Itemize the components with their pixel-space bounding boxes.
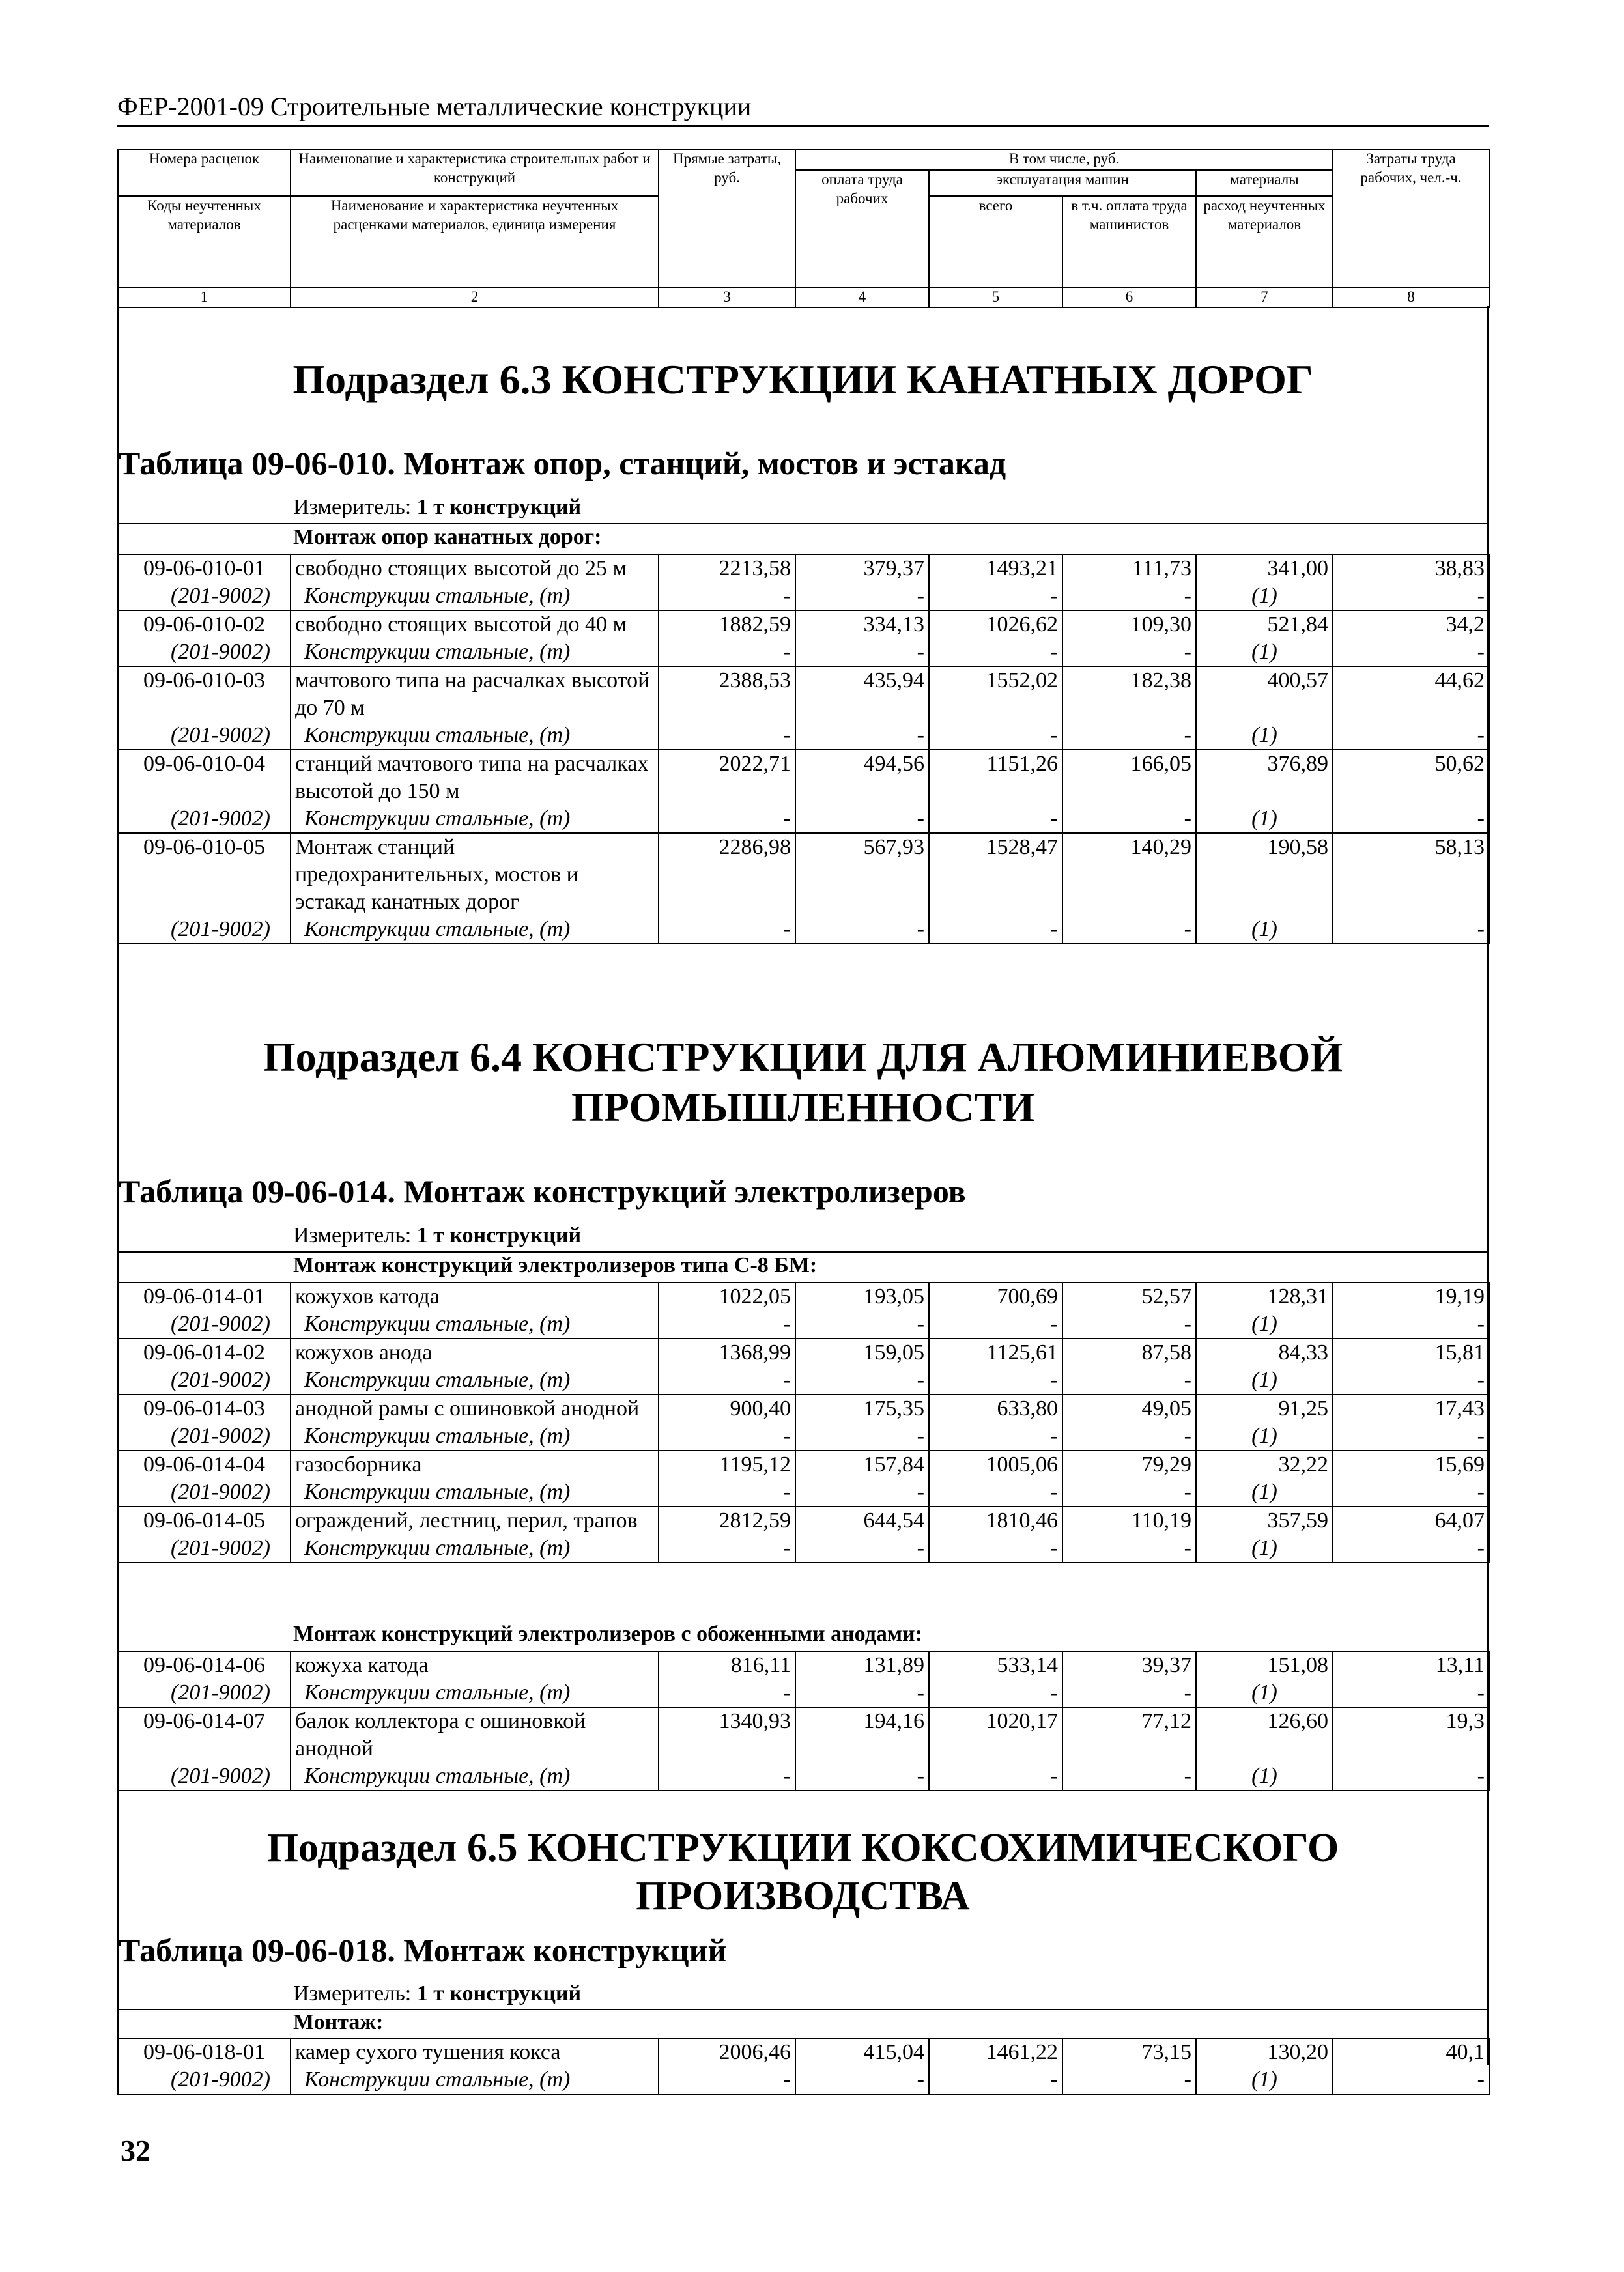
machinist-wage: 77,12 bbox=[1062, 1707, 1196, 1763]
materials-cost: 341,00 bbox=[1196, 554, 1333, 582]
header-in-that: В том числе, руб. bbox=[795, 149, 1333, 170]
material-name: Конструкции стальные, (т) bbox=[291, 1763, 659, 1791]
rate-row bbox=[118, 610, 1489, 638]
machinist-wage: 182,38 bbox=[1062, 666, 1196, 722]
dash-cell: - bbox=[1062, 1763, 1196, 1791]
direct-cost: 2286,98 bbox=[659, 833, 795, 916]
machines-total: 1020,17 bbox=[929, 1707, 1062, 1763]
labor-hours: 58,13 bbox=[1333, 833, 1489, 916]
meter-label: Измеритель: bbox=[293, 495, 417, 519]
dash-cell: - bbox=[1333, 805, 1489, 833]
dash-cell: - bbox=[659, 1535, 795, 1563]
dash-cell: - bbox=[929, 1763, 1062, 1791]
page-number: 32 bbox=[121, 2134, 150, 2167]
dash-cell: - bbox=[1333, 1479, 1489, 1507]
rate-name: станций мачтового типа на расчалках высотой до 150 м bbox=[291, 750, 659, 805]
section-title: Подраздел 6.4 КОНСТРУКЦИИ ДЛЯ АЛЮМИНИЕВОЙ ПРОМЫШЛЕННОСТИ bbox=[263, 1034, 1343, 1130]
materials-cost: 126,60 bbox=[1196, 1707, 1333, 1763]
material-name: Конструкции стальные, (т) bbox=[291, 1423, 659, 1451]
material-quantity: (1) bbox=[1196, 722, 1333, 750]
dash-cell: - bbox=[1062, 1423, 1196, 1451]
meter-line bbox=[293, 495, 581, 520]
dash-cell: - bbox=[929, 582, 1062, 610]
material-row bbox=[118, 1423, 1489, 1451]
material-row bbox=[118, 1311, 1489, 1339]
material-code: (201-9002) bbox=[118, 1311, 291, 1339]
worker-wage: 334,13 bbox=[795, 610, 929, 638]
direct-cost: 2006,46 bbox=[659, 2038, 795, 2066]
dash-cell: - bbox=[1062, 638, 1196, 666]
dash-cell: - bbox=[795, 638, 929, 666]
material-quantity: (1) bbox=[1196, 1679, 1333, 1707]
dash-cell: - bbox=[659, 805, 795, 833]
machines-total: 700,69 bbox=[929, 1283, 1062, 1311]
worker-wage: 494,56 bbox=[795, 750, 929, 805]
materials-cost: 32,22 bbox=[1196, 1451, 1333, 1479]
rate-row bbox=[118, 1339, 1489, 1367]
material-quantity: (1) bbox=[1196, 638, 1333, 666]
material-name: Конструкции стальные, (т) bbox=[291, 805, 659, 833]
dash-cell: - bbox=[659, 722, 795, 750]
rate-name: анодной рамы с ошиновкой анодной bbox=[291, 1395, 659, 1423]
rate-name: газосборника bbox=[291, 1451, 659, 1479]
dash-cell: - bbox=[795, 1311, 929, 1339]
dash-cell: - bbox=[929, 805, 1062, 833]
materials-cost: 84,33 bbox=[1196, 1339, 1333, 1367]
dash-cell: - bbox=[795, 1479, 929, 1507]
dash-cell: - bbox=[929, 1423, 1062, 1451]
machinist-wage: 166,05 bbox=[1062, 750, 1196, 805]
direct-cost: 1195,12 bbox=[659, 1451, 795, 1479]
group-label: Монтаж конструкций электролизеров типа С-8 БМ: bbox=[293, 1253, 818, 1277]
dash-cell: - bbox=[929, 1679, 1062, 1707]
header-col5: всего bbox=[929, 196, 1062, 287]
header-machines: эксплуатация машин bbox=[929, 170, 1196, 196]
rule bbox=[117, 1251, 1489, 1253]
direct-cost: 1340,93 bbox=[659, 1707, 795, 1763]
dash-cell: - bbox=[929, 722, 1062, 750]
group-label: Монтаж опор канатных дорог: bbox=[293, 525, 602, 549]
material-name: Конструкции стальные, (т) bbox=[291, 1679, 659, 1707]
dash-cell: - bbox=[1062, 1367, 1196, 1395]
header-col4: оплата труда рабочих bbox=[795, 170, 929, 287]
rate-code: 09-06-014-02 bbox=[118, 1339, 291, 1367]
material-row bbox=[118, 1367, 1489, 1395]
worker-wage: 175,35 bbox=[795, 1395, 929, 1423]
rate-name: мачтового типа на расчалках высотой до 70 м bbox=[291, 666, 659, 722]
machines-total: 1151,26 bbox=[929, 750, 1062, 805]
dash-cell: - bbox=[659, 1367, 795, 1395]
meter-line bbox=[293, 1223, 581, 1248]
rate-code: 09-06-010-04 bbox=[118, 750, 291, 805]
dash-cell: - bbox=[929, 638, 1062, 666]
header-col7: расход неучтенных материалов bbox=[1196, 196, 1333, 287]
machines-total: 1552,02 bbox=[929, 666, 1062, 722]
direct-cost: 1368,99 bbox=[659, 1339, 795, 1367]
labor-hours: 19,19 bbox=[1333, 1283, 1489, 1311]
dash-cell: - bbox=[1062, 1479, 1196, 1507]
material-name: Конструкции стальные, (т) bbox=[291, 638, 659, 666]
material-name: Конструкции стальные, (т) bbox=[291, 2066, 659, 2094]
direct-cost: 2388,53 bbox=[659, 666, 795, 722]
rate-row bbox=[118, 750, 1489, 805]
material-quantity: (1) bbox=[1196, 582, 1333, 610]
labor-hours: 19,3 bbox=[1333, 1707, 1489, 1763]
material-row bbox=[118, 1763, 1489, 1791]
rate-code: 09-06-018-01 bbox=[118, 2038, 291, 2066]
dash-cell: - bbox=[659, 1423, 795, 1451]
header-col3: Прямые затраты, руб. bbox=[659, 149, 795, 287]
col-num: 8 bbox=[1333, 287, 1489, 307]
labor-hours: 13,11 bbox=[1333, 1651, 1489, 1679]
machines-total: 1005,06 bbox=[929, 1451, 1062, 1479]
material-code: (201-9002) bbox=[118, 1423, 291, 1451]
rate-code: 09-06-010-03 bbox=[118, 666, 291, 722]
group-label: Монтаж: bbox=[293, 2010, 384, 2034]
header-col2-top: Наименование и характеристика строительных работ и конструкций bbox=[291, 149, 659, 196]
dash-cell: - bbox=[929, 1311, 1062, 1339]
material-code: (201-9002) bbox=[118, 722, 291, 750]
material-row bbox=[118, 916, 1489, 944]
machinist-wage: 109,30 bbox=[1062, 610, 1196, 638]
dash-cell: - bbox=[795, 916, 929, 944]
dash-cell: - bbox=[795, 1763, 929, 1791]
material-code: (201-9002) bbox=[118, 638, 291, 666]
rate-code: 09-06-014-07 bbox=[118, 1707, 291, 1763]
dash-cell: - bbox=[795, 1679, 929, 1707]
material-quantity: (1) bbox=[1196, 1367, 1333, 1395]
machinist-wage: 52,57 bbox=[1062, 1283, 1196, 1311]
materials-cost: 376,89 bbox=[1196, 750, 1333, 805]
material-name: Конструкции стальные, (т) bbox=[291, 1535, 659, 1563]
materials-cost: 190,58 bbox=[1196, 833, 1333, 916]
material-quantity: (1) bbox=[1196, 1535, 1333, 1563]
col-num: 4 bbox=[795, 287, 929, 307]
dash-cell: - bbox=[1062, 2066, 1196, 2094]
labor-hours: 64,07 bbox=[1333, 1507, 1489, 1535]
machinist-wage: 39,37 bbox=[1062, 1651, 1196, 1679]
direct-cost: 1882,59 bbox=[659, 610, 795, 638]
machines-total: 1810,46 bbox=[929, 1507, 1062, 1535]
meter-label: Измеритель: bbox=[293, 1981, 417, 2006]
running-head: ФЕР-2001-09 Строительные металлические конструкции bbox=[117, 92, 752, 121]
rate-name: кожуха катода bbox=[291, 1651, 659, 1679]
material-code: (201-9002) bbox=[118, 582, 291, 610]
machinist-wage: 73,15 bbox=[1062, 2038, 1196, 2066]
col-num: 7 bbox=[1196, 287, 1333, 307]
rate-code: 09-06-014-01 bbox=[118, 1283, 291, 1311]
labor-hours: 17,43 bbox=[1333, 1395, 1489, 1423]
header-col8: Затраты труда рабочих, чел.-ч. bbox=[1333, 149, 1489, 287]
material-quantity: (1) bbox=[1196, 1311, 1333, 1339]
meter-line bbox=[293, 1981, 581, 2006]
labor-hours: 38,83 bbox=[1333, 554, 1489, 582]
rates-table-014-a bbox=[117, 1282, 1490, 1563]
dash-cell: - bbox=[1333, 582, 1489, 610]
section-title: Подраздел 6.5 КОНСТРУКЦИИ КОКСОХИМИЧЕСКОГО ПРОИЗВОДСТВА bbox=[266, 1826, 1339, 1919]
machines-total: 1528,47 bbox=[929, 833, 1062, 916]
material-name: Конструкции стальные, (т) bbox=[291, 722, 659, 750]
materials-cost: 357,59 bbox=[1196, 1507, 1333, 1535]
machines-total: 1125,61 bbox=[929, 1339, 1062, 1367]
worker-wage: 567,93 bbox=[795, 833, 929, 916]
material-name: Конструкции стальные, (т) bbox=[291, 582, 659, 610]
material-row bbox=[118, 638, 1489, 666]
rate-name: Монтаж станций предохранительных, мостов и эстакад канатных дорог bbox=[291, 833, 659, 916]
materials-cost: 151,08 bbox=[1196, 1651, 1333, 1679]
machinist-wage: 49,05 bbox=[1062, 1395, 1196, 1423]
rate-row bbox=[118, 1507, 1489, 1535]
material-code: (201-9002) bbox=[118, 1535, 291, 1563]
machines-total: 633,80 bbox=[929, 1395, 1062, 1423]
material-row bbox=[118, 1479, 1489, 1507]
rule bbox=[117, 523, 1489, 524]
material-quantity: (1) bbox=[1196, 1479, 1333, 1507]
dash-cell: - bbox=[1062, 1535, 1196, 1563]
labor-hours: 34,2 bbox=[1333, 610, 1489, 638]
dash-cell: - bbox=[1333, 1763, 1489, 1791]
materials-cost: 128,31 bbox=[1196, 1283, 1333, 1311]
rate-row bbox=[118, 1395, 1489, 1423]
material-quantity: (1) bbox=[1196, 916, 1333, 944]
dash-cell: - bbox=[659, 1679, 795, 1707]
materials-cost: 130,20 bbox=[1196, 2038, 1333, 2066]
dash-cell: - bbox=[1333, 1423, 1489, 1451]
material-code: (201-9002) bbox=[118, 916, 291, 944]
rates-table-018 bbox=[117, 2038, 1490, 2095]
dash-cell: - bbox=[1333, 916, 1489, 944]
group-label: Монтаж конструкций электролизеров с обоженными анодами: bbox=[293, 1622, 922, 1646]
machines-total: 1461,22 bbox=[929, 2038, 1062, 2066]
rate-code: 09-06-010-05 bbox=[118, 833, 291, 916]
dash-cell: - bbox=[795, 722, 929, 750]
dash-cell: - bbox=[1062, 1311, 1196, 1339]
rate-row bbox=[118, 554, 1489, 582]
rate-row bbox=[118, 1283, 1489, 1311]
rate-code: 09-06-014-03 bbox=[118, 1395, 291, 1423]
rate-row bbox=[118, 666, 1489, 722]
dash-cell: - bbox=[795, 582, 929, 610]
rate-row bbox=[118, 1707, 1489, 1763]
rate-code: 09-06-010-01 bbox=[118, 554, 291, 582]
rate-name: свободно стоящих высотой до 40 м bbox=[291, 610, 659, 638]
worker-wage: 159,05 bbox=[795, 1339, 929, 1367]
material-name: Конструкции стальные, (т) bbox=[291, 1479, 659, 1507]
rate-code: 09-06-014-06 bbox=[118, 1651, 291, 1679]
machinist-wage: 87,58 bbox=[1062, 1339, 1196, 1367]
material-name: Конструкции стальные, (т) bbox=[291, 1311, 659, 1339]
dash-cell: - bbox=[929, 2066, 1062, 2094]
dash-cell: - bbox=[1062, 916, 1196, 944]
material-name: Конструкции стальные, (т) bbox=[291, 916, 659, 944]
direct-cost: 2022,71 bbox=[659, 750, 795, 805]
labor-hours: 44,62 bbox=[1333, 666, 1489, 722]
machines-total: 1026,62 bbox=[929, 610, 1062, 638]
header-rule bbox=[117, 125, 1489, 127]
dash-cell: - bbox=[1333, 2066, 1489, 2094]
materials-cost: 521,84 bbox=[1196, 610, 1333, 638]
dash-cell: - bbox=[795, 1535, 929, 1563]
machinist-wage: 79,29 bbox=[1062, 1451, 1196, 1479]
machinist-wage: 111,73 bbox=[1062, 554, 1196, 582]
material-quantity: (1) bbox=[1196, 805, 1333, 833]
header-col1-bottom: Коды неучтенных материалов bbox=[118, 196, 291, 287]
dash-cell: - bbox=[1062, 1679, 1196, 1707]
col-num: 5 bbox=[929, 287, 1062, 307]
material-row bbox=[118, 805, 1489, 833]
rate-code: 09-06-010-02 bbox=[118, 610, 291, 638]
material-row bbox=[118, 2066, 1489, 2094]
rate-name: камер сухого тушения кокса bbox=[291, 2038, 659, 2066]
dash-cell: - bbox=[659, 1479, 795, 1507]
table-title: Таблица 09-06-014. Монтаж конструкций электролизеров bbox=[119, 1173, 966, 1210]
dash-cell: - bbox=[929, 1535, 1062, 1563]
dash-cell: - bbox=[659, 1763, 795, 1791]
material-code: (201-9002) bbox=[118, 1367, 291, 1395]
worker-wage: 194,16 bbox=[795, 1707, 929, 1763]
header-col2-bottom: Наименование и характеристика неучтенных расценками материалов, единица измерения bbox=[291, 196, 659, 287]
direct-cost: 1022,05 bbox=[659, 1283, 795, 1311]
dash-cell: - bbox=[1062, 722, 1196, 750]
worker-wage: 379,37 bbox=[795, 554, 929, 582]
machinist-wage: 110,19 bbox=[1062, 1507, 1196, 1535]
dash-cell: - bbox=[1333, 722, 1489, 750]
material-quantity: (1) bbox=[1196, 2066, 1333, 2094]
dash-cell: - bbox=[795, 1367, 929, 1395]
material-name: Конструкции стальные, (т) bbox=[291, 1367, 659, 1395]
col-num: 1 bbox=[118, 287, 291, 307]
material-row bbox=[118, 582, 1489, 610]
table-title: Таблица 09-06-018. Монтаж конструкций bbox=[119, 1932, 727, 1968]
rate-name: ограждений, лестниц, перил, трапов bbox=[291, 1507, 659, 1535]
worker-wage: 644,54 bbox=[795, 1507, 929, 1535]
material-quantity: (1) bbox=[1196, 1763, 1333, 1791]
dash-cell: - bbox=[795, 2066, 929, 2094]
dash-cell: - bbox=[1333, 1311, 1489, 1339]
rates-table-010 bbox=[117, 554, 1490, 944]
col-num: 2 bbox=[291, 287, 659, 307]
machines-total: 1493,21 bbox=[929, 554, 1062, 582]
worker-wage: 193,05 bbox=[795, 1283, 929, 1311]
machinist-wage: 140,29 bbox=[1062, 833, 1196, 916]
dash-cell: - bbox=[1333, 1535, 1489, 1563]
labor-hours: 40,1 bbox=[1333, 2038, 1489, 2066]
table-title: Таблица 09-06-010. Монтаж опор, станций, мостов и эстакад bbox=[119, 445, 1006, 481]
material-code: (201-9002) bbox=[118, 1479, 291, 1507]
labor-hours: 15,69 bbox=[1333, 1451, 1489, 1479]
direct-cost: 2213,58 bbox=[659, 554, 795, 582]
rate-name: балок коллектора с ошиновкой анодной bbox=[291, 1707, 659, 1763]
material-row bbox=[118, 1535, 1489, 1563]
meter-value: 1 т конструкций bbox=[416, 1981, 582, 2006]
direct-cost: 2812,59 bbox=[659, 1507, 795, 1535]
dash-cell: - bbox=[795, 805, 929, 833]
rate-row bbox=[118, 2038, 1489, 2066]
worker-wage: 131,89 bbox=[795, 1651, 929, 1679]
labor-hours: 50,62 bbox=[1333, 750, 1489, 805]
material-code: (201-9002) bbox=[118, 1679, 291, 1707]
materials-cost: 400,57 bbox=[1196, 666, 1333, 722]
dash-cell: - bbox=[1333, 638, 1489, 666]
header-col1-top: Номера расценок bbox=[118, 149, 291, 196]
rate-code: 09-06-014-05 bbox=[118, 1507, 291, 1535]
header-materials: материалы bbox=[1196, 170, 1333, 196]
machines-total: 533,14 bbox=[929, 1651, 1062, 1679]
direct-cost: 900,40 bbox=[659, 1395, 795, 1423]
col-num: 6 bbox=[1062, 287, 1196, 307]
dash-cell: - bbox=[659, 916, 795, 944]
rate-name: кожухов катода bbox=[291, 1283, 659, 1311]
worker-wage: 435,94 bbox=[795, 666, 929, 722]
dash-cell: - bbox=[659, 638, 795, 666]
material-code: (201-9002) bbox=[118, 2066, 291, 2094]
meter-label: Измеритель: bbox=[293, 1223, 417, 1247]
material-quantity: (1) bbox=[1196, 1423, 1333, 1451]
section-title: Подраздел 6.3 КОНСТРУКЦИИ КАНАТНЫХ ДОРОГ bbox=[292, 356, 1313, 403]
dash-cell: - bbox=[1333, 1367, 1489, 1395]
dash-cell: - bbox=[795, 1423, 929, 1451]
dash-cell: - bbox=[659, 1311, 795, 1339]
labor-hours: 15,81 bbox=[1333, 1339, 1489, 1367]
dash-cell: - bbox=[659, 582, 795, 610]
material-row bbox=[118, 1679, 1489, 1707]
dash-cell: - bbox=[929, 1479, 1062, 1507]
rate-code: 09-06-014-04 bbox=[118, 1451, 291, 1479]
material-code: (201-9002) bbox=[118, 805, 291, 833]
meter-value: 1 т конструкций bbox=[416, 1223, 582, 1247]
rate-name: свободно стоящих высотой до 25 м bbox=[291, 554, 659, 582]
column-header-table bbox=[117, 149, 1490, 308]
direct-cost: 816,11 bbox=[659, 1651, 795, 1679]
materials-cost: 91,25 bbox=[1196, 1395, 1333, 1423]
rate-row bbox=[118, 1651, 1489, 1679]
rate-row bbox=[118, 1451, 1489, 1479]
dash-cell: - bbox=[659, 2066, 795, 2094]
dash-cell: - bbox=[1333, 1679, 1489, 1707]
material-code: (201-9002) bbox=[118, 1763, 291, 1791]
rate-name: кожухов анода bbox=[291, 1339, 659, 1367]
rates-table-014-b bbox=[117, 1651, 1490, 1791]
col-num: 3 bbox=[659, 287, 795, 307]
dash-cell: - bbox=[1062, 582, 1196, 610]
dash-cell: - bbox=[929, 916, 1062, 944]
material-row bbox=[118, 722, 1489, 750]
worker-wage: 157,84 bbox=[795, 1451, 929, 1479]
rate-row bbox=[118, 833, 1489, 916]
meter-value: 1 т конструкций bbox=[416, 495, 582, 519]
dash-cell: - bbox=[1062, 805, 1196, 833]
header-col6: в т.ч. оплата труда машинистов bbox=[1062, 196, 1196, 287]
worker-wage: 415,04 bbox=[795, 2038, 929, 2066]
dash-cell: - bbox=[929, 1367, 1062, 1395]
